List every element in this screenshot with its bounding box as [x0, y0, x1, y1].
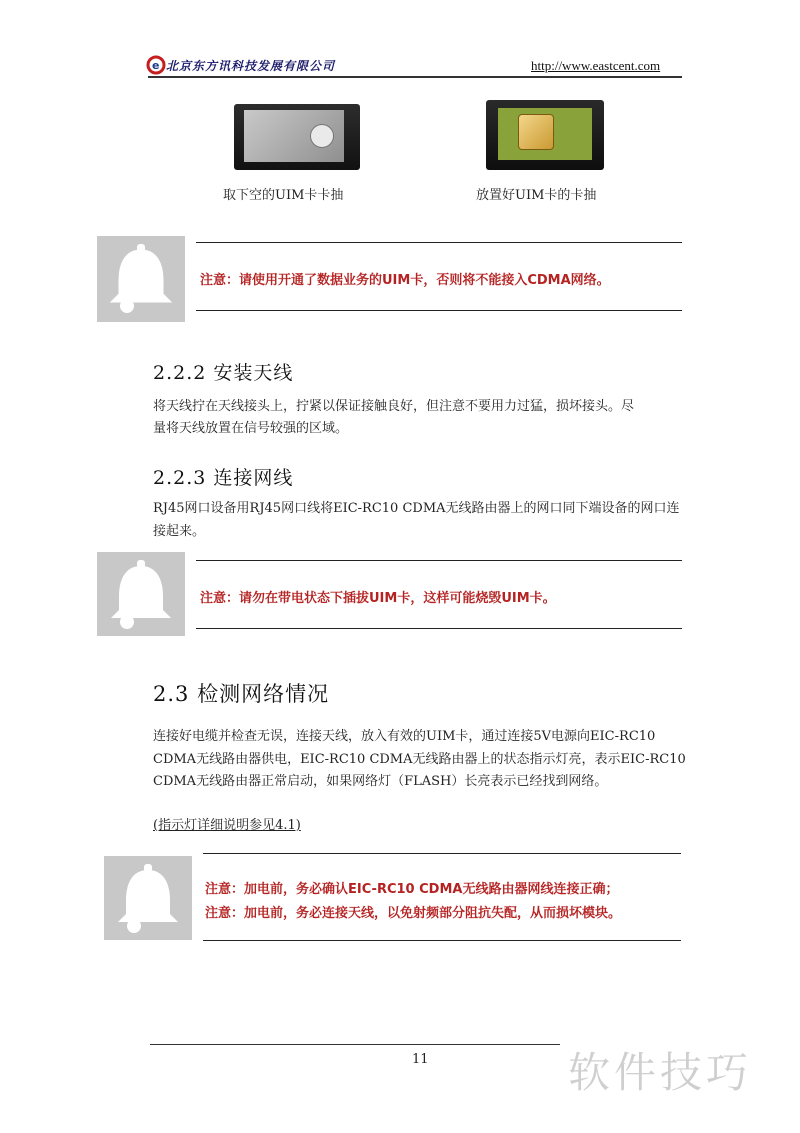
note-top-rule [196, 242, 682, 243]
svg-text:e: e [152, 59, 160, 72]
loaded-tray-caption: 放置好UIM卡的卡抽 [476, 188, 597, 203]
uim-chip [518, 114, 554, 150]
company-logo [146, 55, 166, 75]
cable-check-note: 注意：加电前，务必确认EIC-RC10 CDMA无线路由器网线连接正确； [205, 882, 619, 897]
empty-tray-caption: 取下空的UIM卡卡抽 [223, 188, 344, 203]
indicator-reference-link[interactable]: (指示灯详细说明参见4.1) [153, 818, 301, 833]
bell-icon [97, 236, 185, 322]
watermark-text: 软件技巧 [568, 1048, 753, 1097]
header-divider [148, 76, 682, 78]
website-link[interactable]: http://www.eastcent.com [531, 58, 661, 73]
bell-icon [97, 552, 185, 636]
note-bottom-rule [196, 628, 682, 629]
uim-data-service-note: 注意：请使用开通了数据业务的UIM卡，否则将不能接入CDMA网络。 [200, 273, 610, 288]
hot-plug-warning-note: 注意：请勿在带电状态下插拔UIM卡，这样可能烧毁UIM卡。 [200, 591, 556, 606]
bell-icon [104, 856, 192, 940]
note-top-rule [196, 560, 682, 561]
footer-divider [150, 1044, 560, 1045]
paragraph-line: 将天线拧在天线接头上，拧紧以保证接触良好，但注意不要用力过猛，损坏接头。尽 [153, 399, 635, 414]
note-bottom-rule [203, 940, 681, 941]
paragraph-line: CDMA无线路由器供电，EIC-RC10 CDMA无线路由器上的状态指示灯亮，表示EIC-RC10 [153, 752, 686, 767]
section-heading-check-network: 2.3 检测网络情况 [153, 682, 330, 706]
note-bottom-rule [196, 310, 682, 311]
paragraph-line: 量将天线放置在信号较强的区域。 [153, 421, 349, 436]
empty-tray-hole [310, 124, 334, 148]
paragraph-line: 连接好电缆并检查无误，连接天线，放入有效的UIM卡，通过连接5V电源向EIC-RC10 [153, 729, 656, 744]
antenna-check-note: 注意：加电前，务必连接天线，以免射频部分阻抗失配，从而损坏模块。 [205, 906, 622, 921]
company-name: 北京东方讯科技发展有限公司 [166, 59, 336, 73]
paragraph-line: 接起来。 [153, 524, 206, 539]
note-top-rule [203, 853, 681, 854]
paragraph-line: CDMA无线路由器正常启动，如果网络灯（FLASH）长亮表示已经找到网络。 [153, 774, 608, 789]
paragraph-line: RJ45网口设备用RJ45网口线将EIC-RC10 CDMA无线路由器上的网口同下端设备的网口连 [153, 501, 680, 516]
section-heading-connect-cable: 2.2.3 连接网线 [153, 467, 294, 489]
section-heading-install-antenna: 2.2.2 安装天线 [153, 362, 294, 384]
page-number: 11 [412, 1052, 429, 1067]
